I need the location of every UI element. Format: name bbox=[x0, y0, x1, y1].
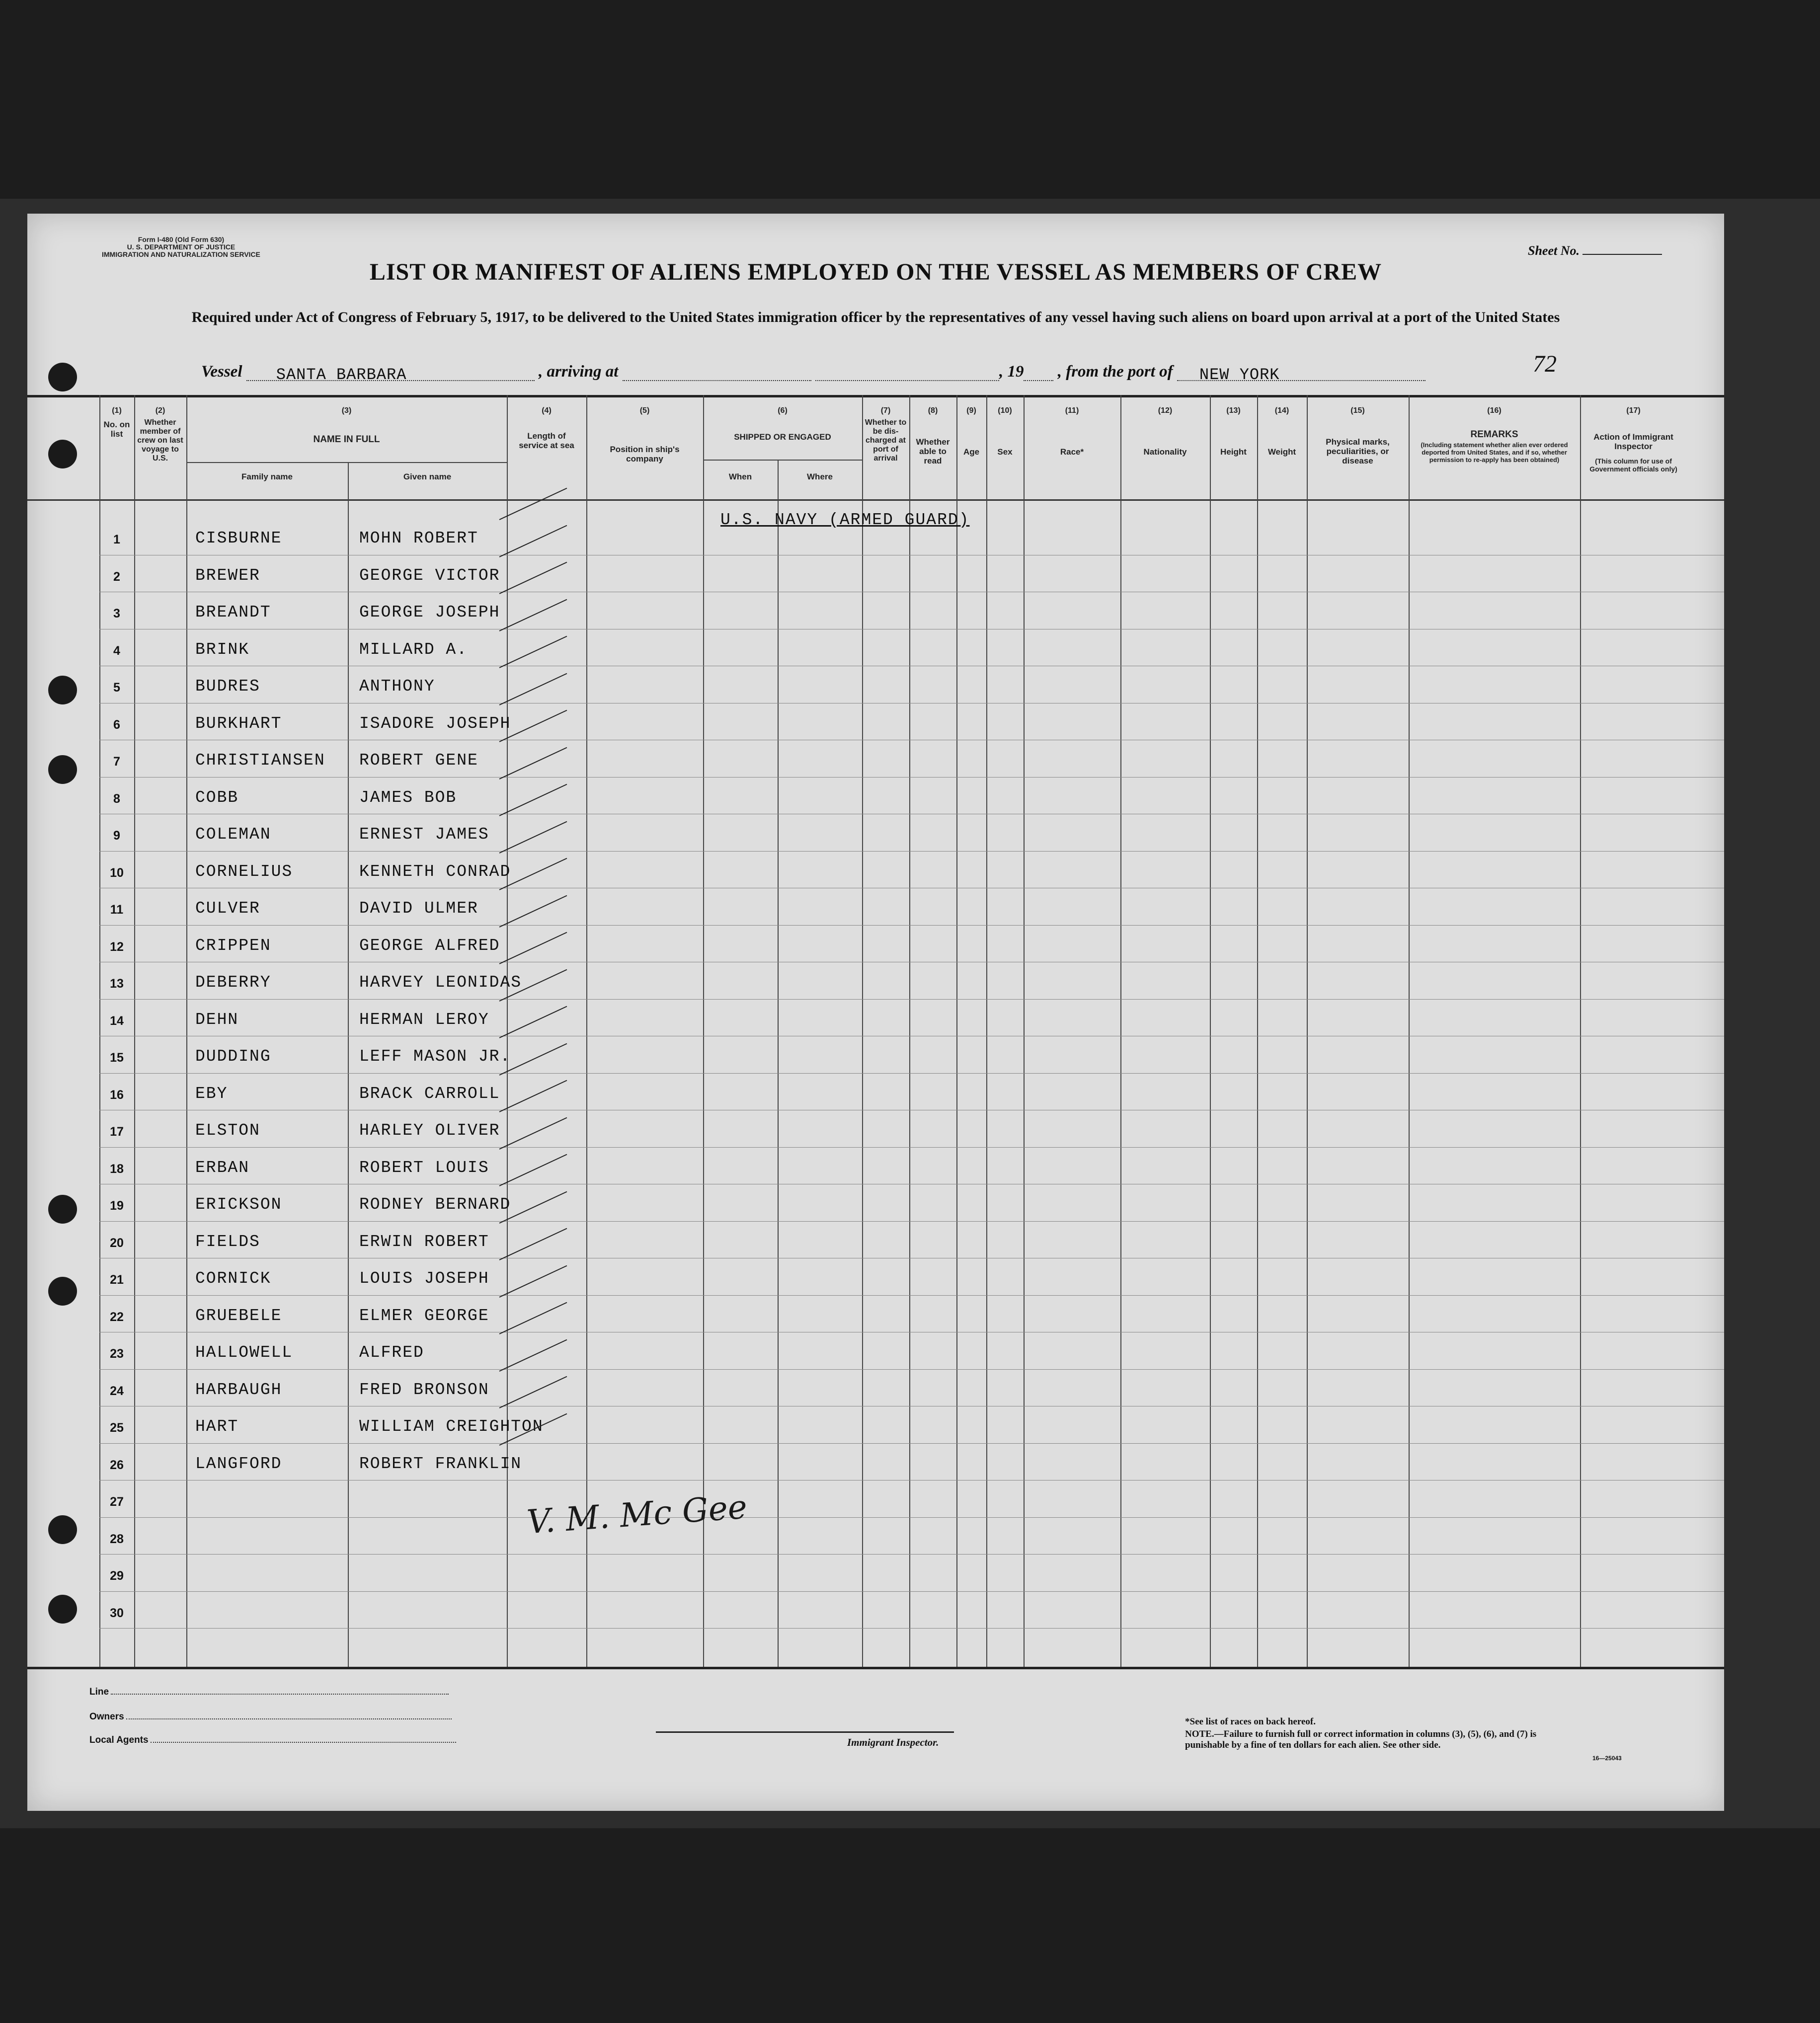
check-mark bbox=[499, 747, 567, 779]
inspector-label: Immigrant Inspector. bbox=[847, 1736, 939, 1748]
family-name: LANGFORD bbox=[195, 1454, 282, 1473]
col-divider bbox=[1024, 395, 1025, 1667]
col-divider bbox=[703, 395, 704, 1667]
row-rule bbox=[99, 851, 1724, 852]
family-name: HARBAUGH bbox=[195, 1380, 282, 1399]
col-number: (7) bbox=[880, 406, 891, 415]
arriving-label: , arriving at bbox=[539, 363, 619, 381]
row-number: 6 bbox=[113, 717, 120, 732]
row-rule bbox=[99, 1628, 1724, 1629]
col-divider bbox=[586, 395, 587, 1667]
family-name: CRIPPEN bbox=[195, 936, 271, 955]
col-number: (14) bbox=[1274, 406, 1289, 415]
row-number: 25 bbox=[110, 1421, 124, 1435]
check-mark bbox=[499, 1228, 567, 1260]
family-name: GRUEBELE bbox=[195, 1306, 282, 1325]
row-number: 9 bbox=[113, 829, 120, 843]
row-number: 24 bbox=[110, 1384, 124, 1398]
col-header-name: NAME IN FULL bbox=[313, 434, 380, 445]
check-mark bbox=[499, 1302, 567, 1334]
row-rule bbox=[99, 1443, 1724, 1444]
family-name: CULVER bbox=[195, 899, 260, 918]
row-number: 21 bbox=[110, 1273, 124, 1287]
given-name: ANTHONY bbox=[359, 677, 435, 696]
col-header-length-service: Length of service at sea bbox=[519, 431, 574, 450]
col-header-remarks: REMARKS bbox=[1470, 429, 1518, 440]
given-name: ERWIN ROBERT bbox=[359, 1232, 489, 1251]
family-name: CORNICK bbox=[195, 1269, 271, 1288]
check-mark bbox=[499, 562, 567, 594]
given-name: HERMAN LEROY bbox=[359, 1010, 489, 1029]
check-mark bbox=[499, 1265, 567, 1297]
family-name: CHRISTIANSEN bbox=[195, 751, 325, 770]
row-number: 26 bbox=[110, 1458, 124, 1472]
col-header-no: No. on list bbox=[103, 420, 130, 439]
col-divider bbox=[1409, 395, 1410, 1667]
sheet-label: Sheet No. bbox=[1528, 243, 1580, 258]
check-mark bbox=[499, 784, 567, 816]
given-name: HARVEY LEONIDAS bbox=[359, 973, 522, 992]
row-number: 28 bbox=[110, 1532, 124, 1546]
vessel-line bbox=[201, 363, 1425, 384]
scan-top-band bbox=[0, 0, 1820, 199]
table-top-border bbox=[27, 395, 1724, 397]
vessel-label: Vessel bbox=[201, 363, 242, 381]
given-name: GEORGE ALFRED bbox=[359, 936, 500, 955]
penalty-note: NOTE.—Failure to furnish full or correct information in columns (3), (5), (6), and (7) is punishable by a fine of ten dollars for each alien. See other side. bbox=[1185, 1729, 1537, 1750]
row-rule bbox=[99, 1591, 1724, 1592]
year-field bbox=[1024, 365, 1053, 381]
arriving-port-field bbox=[623, 365, 811, 381]
col-header-inspector-note: (This column for use of Government officials only) bbox=[1589, 457, 1677, 473]
given-name: MILLARD A. bbox=[359, 640, 468, 659]
check-mark bbox=[499, 1376, 567, 1408]
given-name: LEFF MASON JR. bbox=[359, 1047, 511, 1066]
check-mark bbox=[499, 1154, 567, 1186]
sheet-number-field bbox=[1528, 243, 1662, 258]
col-number: (6) bbox=[778, 406, 788, 415]
row-rule bbox=[99, 925, 1724, 926]
family-name: FIELDS bbox=[195, 1232, 260, 1251]
row-number: 5 bbox=[113, 681, 120, 695]
given-name: HARLEY OLIVER bbox=[359, 1121, 500, 1140]
row-number: 13 bbox=[110, 977, 124, 991]
col-number: (3) bbox=[341, 406, 352, 415]
owners-blank bbox=[126, 1718, 452, 1719]
col-header-sex: Sex bbox=[997, 447, 1013, 457]
col-number: (17) bbox=[1626, 406, 1641, 415]
col-number: (11) bbox=[1065, 406, 1079, 415]
row-number: 17 bbox=[110, 1125, 124, 1139]
check-mark bbox=[499, 1339, 567, 1371]
row-rule bbox=[99, 1369, 1724, 1370]
col-header-given-name: Given name bbox=[403, 472, 452, 481]
col-number: (8) bbox=[928, 406, 938, 415]
given-name: ROBERT LOUIS bbox=[359, 1158, 489, 1177]
given-name: DAVID ULMER bbox=[359, 899, 478, 918]
local-agents-blank bbox=[151, 1742, 456, 1743]
col-divider bbox=[507, 395, 508, 1667]
col-header-shipped: SHIPPED OR ENGAGED bbox=[734, 432, 831, 442]
col-header-inspector-action: Action of Immigrant Inspector bbox=[1593, 432, 1673, 451]
binder-hole bbox=[48, 1595, 77, 1624]
line-blank bbox=[111, 1694, 449, 1695]
given-name: KENNETH CONRAD bbox=[359, 862, 511, 881]
races-note: *See list of races on back hereof. bbox=[1185, 1716, 1316, 1727]
check-mark bbox=[499, 895, 567, 927]
binder-hole bbox=[48, 363, 77, 391]
family-name: DEHN bbox=[195, 1010, 239, 1029]
given-name: BRACK CARROLL bbox=[359, 1084, 500, 1103]
family-name: EBY bbox=[195, 1084, 228, 1103]
page-subtitle: Required under Act of Congress of February 5, 1917, to be delivered to the United States immigration officer by the representatives of any vessel having such aliens on board upon arrival at a port of the United States bbox=[191, 309, 1560, 325]
row-number: 11 bbox=[110, 903, 124, 917]
col-header-weight: Weight bbox=[1267, 447, 1296, 457]
name-subheader-rule bbox=[186, 462, 507, 463]
col-number: (4) bbox=[542, 406, 552, 415]
family-name: CISBURNE bbox=[195, 529, 282, 547]
col-header-where: Where bbox=[807, 472, 833, 481]
row-number: 4 bbox=[113, 643, 120, 658]
row-number: 3 bbox=[113, 607, 120, 621]
col-header-height: Height bbox=[1220, 447, 1247, 457]
row-rule bbox=[99, 1221, 1724, 1222]
manifest-sheet bbox=[27, 214, 1724, 1811]
check-mark bbox=[499, 1080, 567, 1112]
row-rule bbox=[99, 1517, 1724, 1518]
col-number: (2) bbox=[155, 406, 165, 415]
check-mark bbox=[499, 599, 567, 631]
col-divider bbox=[186, 395, 187, 1667]
col-header-remarks-note: (Including statement whether alien ever ordered deported from United States, and if so, whether permission to re-apply has been obtained) bbox=[1421, 441, 1568, 464]
col-divider bbox=[986, 395, 987, 1667]
owners-label: Owners bbox=[89, 1712, 124, 1722]
family-name: BRINK bbox=[195, 640, 250, 659]
family-name: CORNELIUS bbox=[195, 862, 293, 881]
given-name: GEORGE VICTOR bbox=[359, 566, 500, 585]
col-divider bbox=[1580, 395, 1581, 1667]
sheet-blank bbox=[1583, 254, 1662, 255]
family-name: BREWER bbox=[195, 566, 260, 585]
line-label: Line bbox=[89, 1687, 109, 1697]
section-label: U.S. NAVY (ARMED GUARD) bbox=[720, 511, 970, 529]
check-mark bbox=[499, 1117, 567, 1149]
department-name: U. S. DEPARTMENT OF JUSTICE bbox=[127, 243, 236, 251]
from-port-field bbox=[1177, 365, 1425, 384]
row-number: 7 bbox=[113, 755, 120, 769]
binder-hole bbox=[48, 1277, 77, 1306]
col-number: (1) bbox=[112, 406, 122, 415]
row-rule bbox=[99, 1147, 1724, 1148]
binder-hole bbox=[48, 676, 77, 704]
family-name: ERBAN bbox=[195, 1158, 250, 1177]
row-number: 15 bbox=[110, 1051, 124, 1065]
row-number: 18 bbox=[110, 1162, 124, 1176]
given-name: FRED BRONSON bbox=[359, 1380, 489, 1399]
given-name: WILLIAM CREIGHTON bbox=[359, 1417, 544, 1436]
family-name: BREANDT bbox=[195, 603, 271, 622]
year-label: , 19 bbox=[999, 363, 1024, 381]
col-number: (16) bbox=[1487, 406, 1502, 415]
col-divider bbox=[1257, 395, 1258, 1667]
row-rule bbox=[99, 999, 1724, 1000]
col-header-position: Position in ship's company bbox=[610, 445, 680, 464]
row-number: 16 bbox=[110, 1088, 124, 1102]
row-number: 1 bbox=[113, 533, 120, 546]
page-title: LIST OR MANIFEST OF ALIENS EMPLOYED ON THE VESSEL AS MEMBERS OF CREW bbox=[369, 259, 1382, 285]
service-name: IMMIGRATION AND NATURALIZATION SERVICE bbox=[102, 250, 260, 258]
family-name: COLEMAN bbox=[195, 825, 271, 844]
col-divider bbox=[1307, 395, 1308, 1667]
row-number: 22 bbox=[110, 1310, 124, 1324]
row-number: 27 bbox=[110, 1495, 124, 1509]
col-divider bbox=[778, 460, 779, 1667]
row-number: 20 bbox=[110, 1236, 124, 1250]
row-number: 12 bbox=[110, 939, 124, 954]
page-number: 72 bbox=[1533, 351, 1557, 377]
col-header-nationality: Nationality bbox=[1143, 447, 1187, 457]
col-divider bbox=[99, 395, 100, 1667]
col-header-when: When bbox=[728, 472, 752, 481]
print-code: 16—25043 bbox=[1592, 1755, 1622, 1762]
from-port: NEW YORK bbox=[1199, 366, 1280, 384]
col-number: (9) bbox=[966, 406, 976, 415]
col-divider bbox=[862, 395, 863, 1667]
check-mark bbox=[499, 488, 567, 520]
given-name: ROBERT GENE bbox=[359, 751, 478, 770]
family-name: HART bbox=[195, 1417, 239, 1436]
row-number: 29 bbox=[110, 1569, 124, 1583]
scan-bottom-band bbox=[0, 1828, 1820, 2023]
vessel-name-field bbox=[246, 365, 535, 384]
col-number: (10) bbox=[998, 406, 1012, 415]
row-number: 14 bbox=[110, 1013, 124, 1028]
family-name: DUDDING bbox=[195, 1047, 271, 1066]
family-name: ERICKSON bbox=[195, 1195, 282, 1214]
col-number: (13) bbox=[1226, 406, 1241, 415]
family-name: BURKHART bbox=[195, 714, 282, 733]
check-mark bbox=[499, 1006, 567, 1038]
vessel-name: SANTA BARBARA bbox=[276, 366, 407, 384]
check-mark bbox=[499, 673, 567, 705]
col-number: (5) bbox=[639, 406, 650, 415]
col-number: (15) bbox=[1350, 406, 1365, 415]
row-number: 30 bbox=[110, 1606, 124, 1620]
row-number: 19 bbox=[110, 1199, 124, 1213]
col-divider bbox=[134, 395, 135, 1667]
table-bottom-border bbox=[27, 1667, 1724, 1669]
row-number: 10 bbox=[110, 865, 124, 880]
form-identifier bbox=[102, 236, 260, 258]
inspector-signature-line bbox=[656, 1731, 954, 1733]
family-name: COBB bbox=[195, 788, 239, 807]
row-number: 2 bbox=[113, 569, 120, 584]
col-number: (12) bbox=[1158, 406, 1173, 415]
col-header-last-voyage: Whether member of crew on last voyage to U.S. bbox=[137, 418, 183, 463]
binder-hole bbox=[48, 440, 77, 468]
family-name: DEBERRY bbox=[195, 973, 271, 992]
col-divider bbox=[1120, 395, 1121, 1667]
col-divider bbox=[1210, 395, 1211, 1667]
check-mark bbox=[499, 821, 567, 853]
row-rule bbox=[99, 777, 1724, 778]
given-name: ROBERT FRANKLIN bbox=[359, 1454, 522, 1473]
check-mark bbox=[499, 525, 567, 557]
col-header-age: Age bbox=[963, 447, 980, 457]
col-header-race: Race* bbox=[1060, 447, 1084, 457]
row-rule bbox=[99, 1554, 1724, 1555]
given-name: JAMES BOB bbox=[359, 788, 457, 807]
check-mark bbox=[499, 636, 567, 668]
given-name: ELMER GEORGE bbox=[359, 1306, 489, 1325]
local-agents-label: Local Agents bbox=[89, 1735, 149, 1745]
row-rule bbox=[99, 1073, 1724, 1074]
col-header-physical-marks: Physical marks, peculiarities, or disease bbox=[1326, 437, 1390, 466]
check-mark bbox=[499, 932, 567, 964]
shipped-subheader-rule bbox=[703, 460, 862, 461]
from-port-label: , from the port of bbox=[1057, 363, 1173, 381]
col-divider bbox=[956, 395, 957, 1667]
line-field bbox=[89, 1687, 449, 1698]
col-header-able-to-read: Whether able to read bbox=[916, 437, 950, 466]
family-name: BUDRES bbox=[195, 677, 260, 696]
owners-field bbox=[89, 1712, 452, 1722]
binder-hole bbox=[48, 1515, 77, 1544]
form-number: Form I-480 (Old Form 630) bbox=[138, 235, 225, 243]
local-agents-field bbox=[89, 1735, 456, 1746]
given-name: GEORGE JOSEPH bbox=[359, 603, 500, 622]
inspector-signature: V. M. Mc Gee bbox=[525, 1487, 749, 1542]
given-name: ALFRED bbox=[359, 1343, 424, 1362]
arriving-date-field bbox=[815, 365, 999, 381]
binder-hole bbox=[48, 755, 77, 784]
col-header-discharged: Whether to be dis- charged at port of arrival bbox=[865, 418, 907, 463]
row-number: 8 bbox=[113, 791, 120, 806]
col-header-family-name: Family name bbox=[241, 472, 293, 481]
col-divider bbox=[348, 462, 349, 1667]
given-name: LOUIS JOSEPH bbox=[359, 1269, 489, 1288]
family-name: HALLOWELL bbox=[195, 1343, 293, 1362]
family-name: ELSTON bbox=[195, 1121, 260, 1140]
given-name: ISADORE JOSEPH bbox=[359, 714, 511, 733]
row-rule bbox=[99, 1295, 1724, 1296]
col-divider bbox=[909, 395, 910, 1667]
given-name: RODNEY BERNARD bbox=[359, 1195, 511, 1214]
given-name: ERNEST JAMES bbox=[359, 825, 489, 844]
header-separator bbox=[27, 499, 1724, 501]
binder-hole bbox=[48, 1195, 77, 1224]
given-name: MOHN ROBERT bbox=[359, 529, 478, 547]
row-number: 23 bbox=[110, 1347, 124, 1361]
